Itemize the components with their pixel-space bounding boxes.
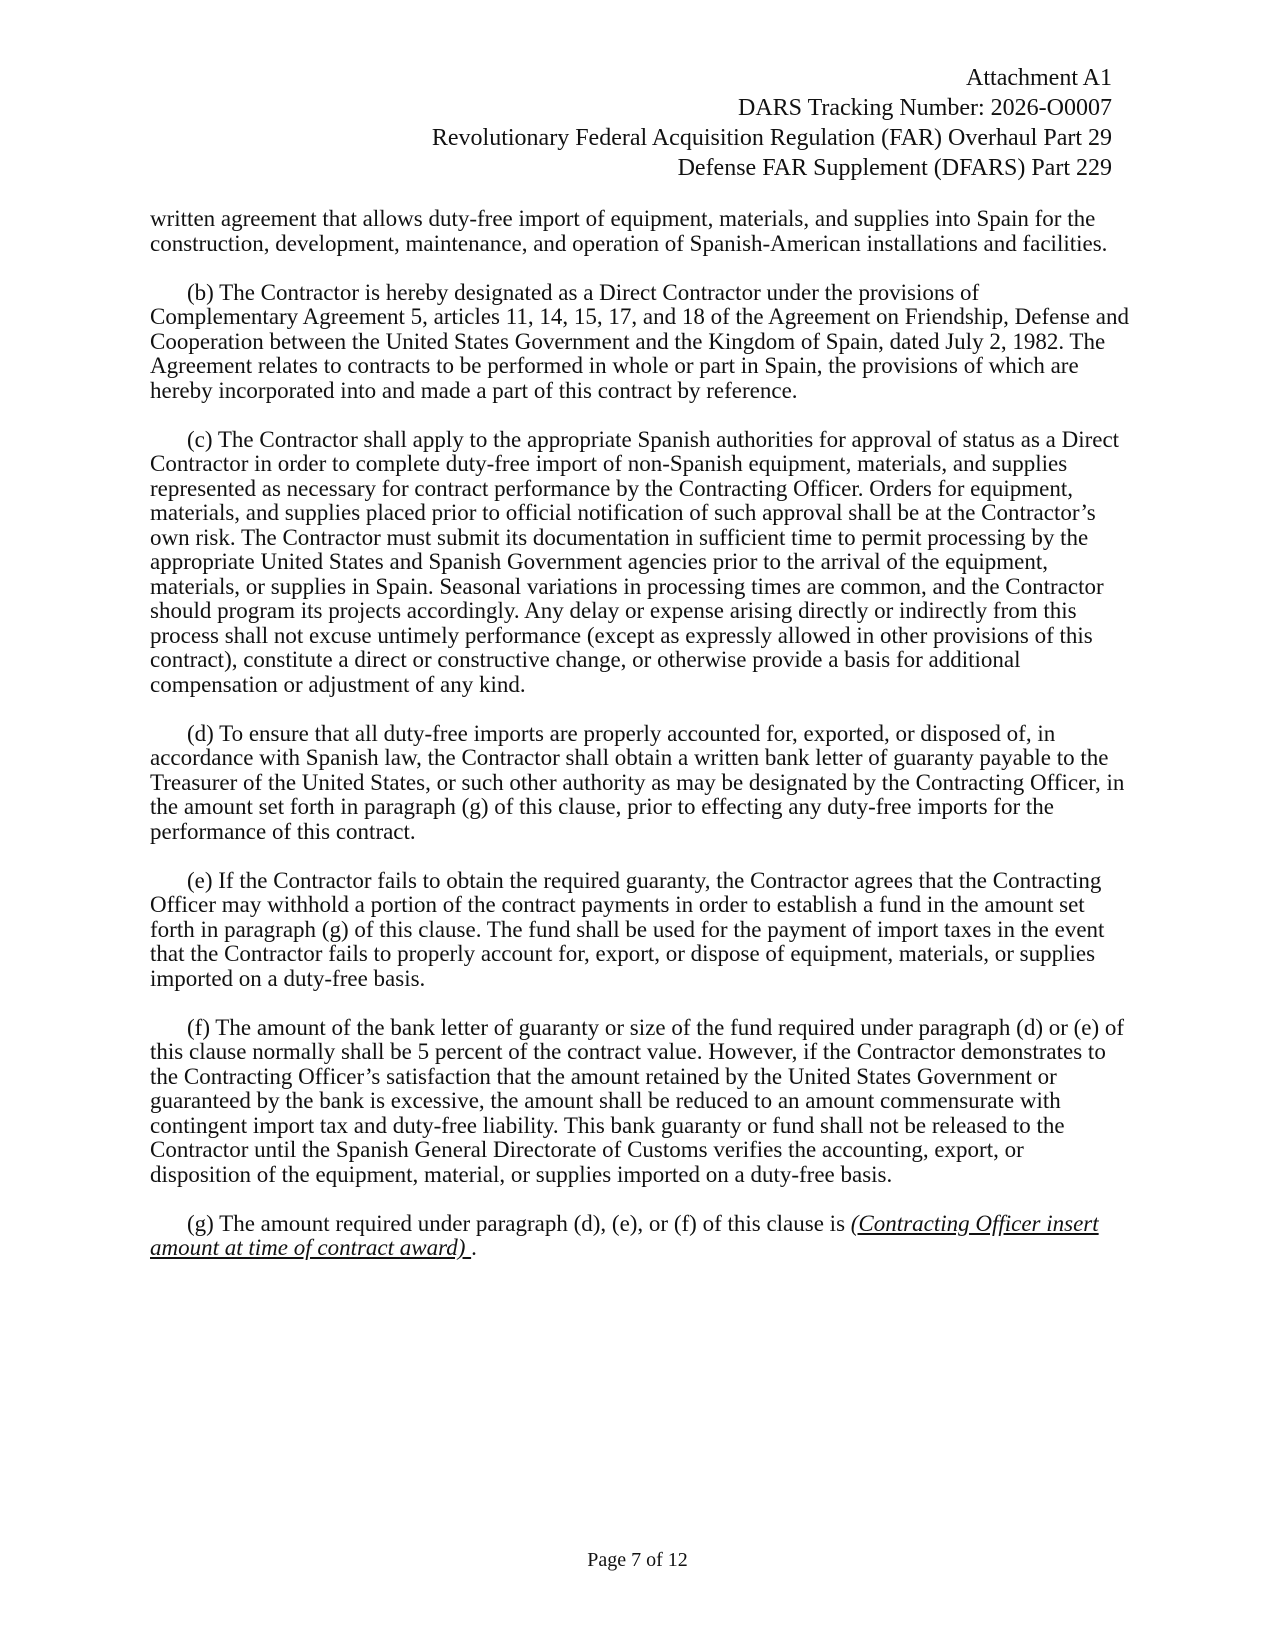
document-header <box>112 63 1112 183</box>
tracking-number: DARS Tracking Number: 2026-O0007 <box>737 95 1112 121</box>
paragraph-g-period: . <box>471 1235 477 1260</box>
paragraph-c: (c) The Contractor shall apply to the appropriate Spanish authorities for approval of status as a Direct Contractor in order to complete duty-free import of non-Spanish equipment, materials, and supplies represented as necessary for contract performance by the Contracting Officer. Orders for equipment, materials, and supplies placed prior to official notification of such approval shall be at the Contractor’s own risk. The Contractor must submit its documentation in sufficient time to permit processing by the appropriate United States and Spanish Government agencies prior to the arrival of the equipment, materials, or supplies in Spain. Seasonal variations in processing times are common, and the Contractor should program its projects accordingly. Any delay or expense arising directly or indirectly from this process shall not excuse untimely performance (except as expressly allowed in other provisions of this contract), constitute a direct or constructive change, or otherwise provide a basis for additional compensation or adjustment of any kind. <box>150 426 1120 697</box>
dfars-part-title: Defense FAR Supplement (DFARS) Part 229 <box>677 155 1112 181</box>
paragraph-continued: written agreement that allows duty-free import of equipment, materials, and supplies into Spain for the construction, development, maintenance, and operation of Spanish-American installations and facilities. <box>150 206 1108 256</box>
contracting-officer-fill-in: (Contracting Officer insert amount at time of contract award) <box>150 1210 1099 1260</box>
paragraph-e: (e) If the Contractor fails to obtain the required guaranty, the Contractor agrees that the Contracting Officer may withhold a portion of the contract payments in order to establish a fund in the amount set forth in paragraph (g) of this clause. The fund shall be used for the payment of import taxes in the event that the Contractor fails to properly account for, export, or dispose of equipment, materials, or supplies imported on a duty-free basis. <box>150 867 1105 991</box>
document-body <box>150 207 1130 1261</box>
paragraph-f: (f) The amount of the bank letter of guaranty or size of the fund required under paragraph (d) or (e) of this clause normally shall be 5 percent of the contract value. However, if the Contractor demonstrates to the Contracting Officer’s satisfaction that the amount retained by the United States Government or guaranteed by the bank is excessive, the amount shall be reduced to an amount commensurate with contingent import tax and duty-free liability. This bank guaranty or fund shall not be released to the Contractor until the Spanish General Directorate of Customs verifies the accounting, export, or disposition of the equipment, material, or supplies imported on a duty-free basis. <box>150 1014 1125 1187</box>
attachment-label: Attachment A1 <box>966 65 1112 91</box>
page-number: Page 7 of 12 <box>587 1549 688 1571</box>
paragraph-d: (d) To ensure that all duty-free imports are properly accounted for, exported, or disposed of, in accordance with Spanish law, the Contractor shall obtain a written bank letter of guaranty payable to the Treasurer of the United States, or such other authority as may be designated by the Contracting Officer, in the amount set forth in paragraph (g) of this clause, prior to effecting any duty-free imports for the performance of this contract. <box>150 720 1125 844</box>
paragraph-g <box>150 1212 1130 1261</box>
paragraph-g-text: (g) The amount required under paragraph (d), (e), or (f) of this clause is <box>187 1210 851 1236</box>
paragraph-b: (b) The Contractor is hereby designated as a Direct Contractor under the provisions of Complementary Agreement 5, articles 11, 14, 15, 17, and 18 of the Agreement on Friendship, Defense and Cooperation between the United States Government and the Kingdom of Spain, dated July 2, 1982. The Agreement relates to contracts to be performed in whole or part in Spain, the provisions of which are hereby incorporated into and made a part of this contract by reference. <box>150 279 1129 403</box>
far-part-title: Revolutionary Federal Acquisition Regulation (FAR) Overhaul Part 29 <box>431 125 1112 151</box>
